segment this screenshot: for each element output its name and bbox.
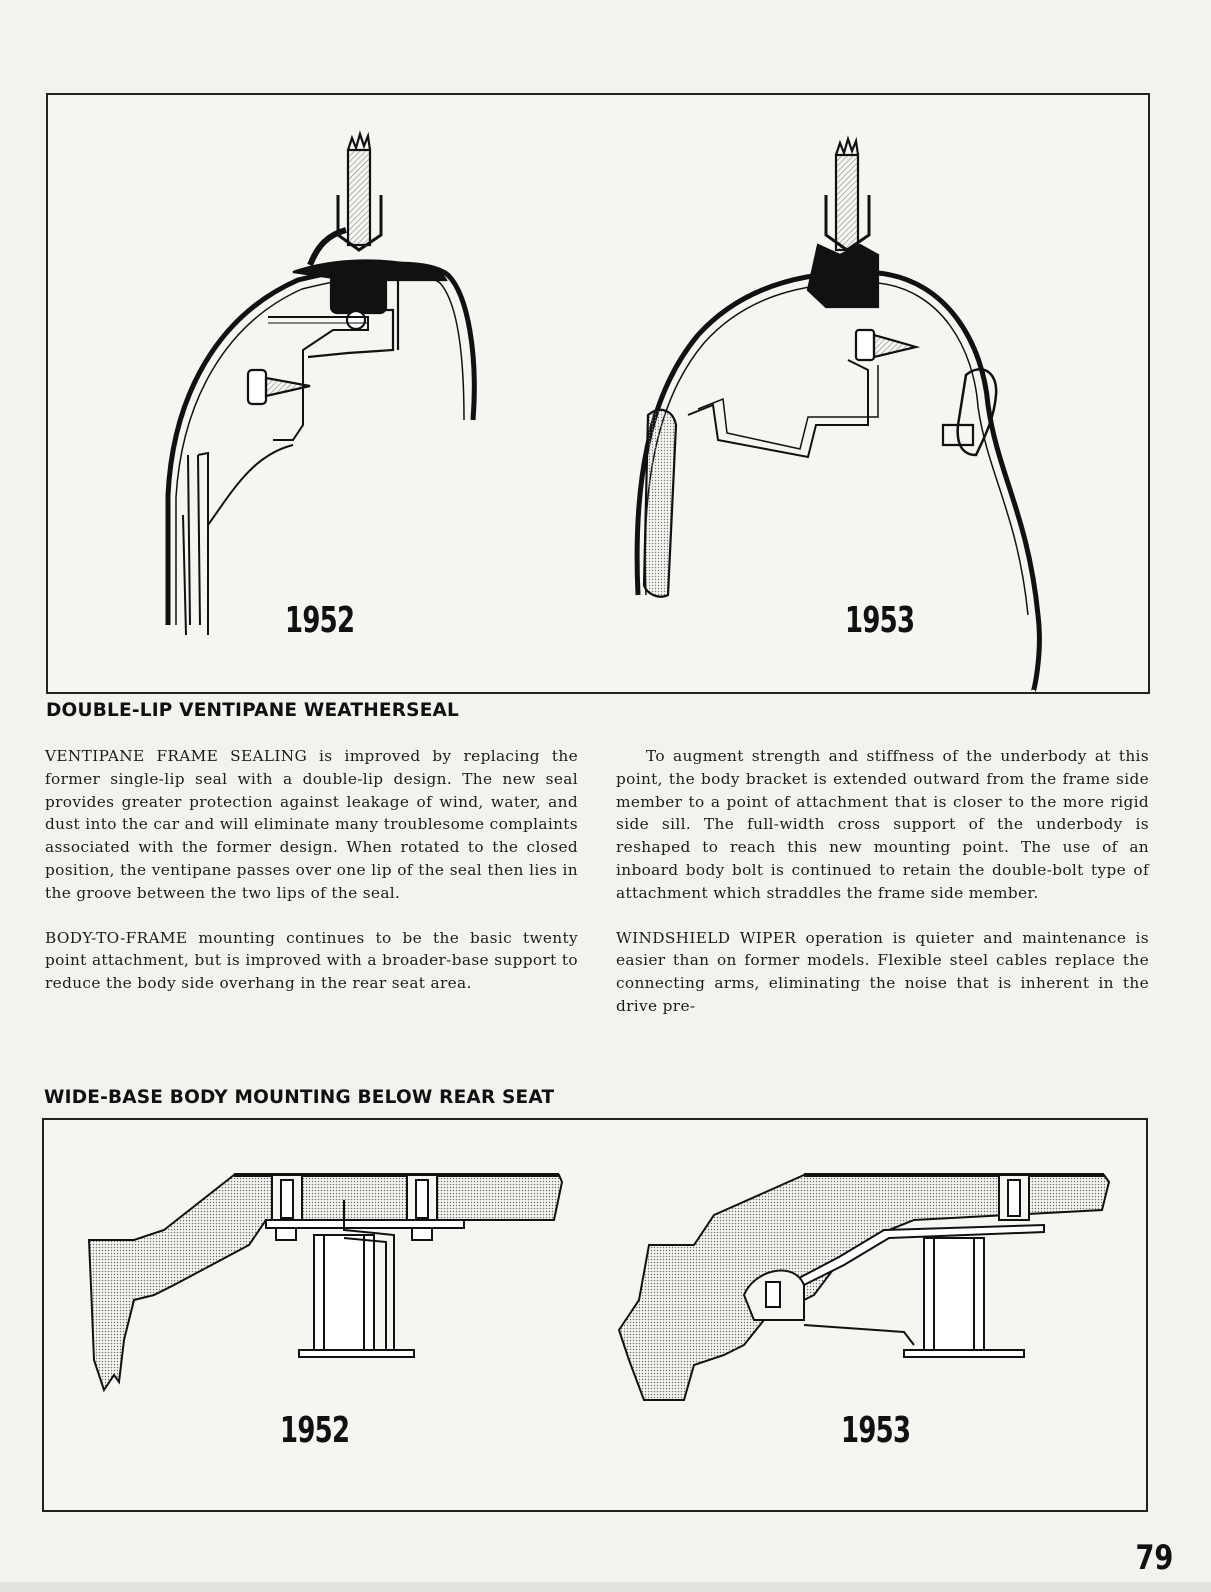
body-mounting-figure [42,1118,1148,1512]
page-number: 79 [1135,1538,1173,1578]
figure-top-1952-label: 1952 [285,600,355,641]
text-column-right [616,745,1149,1040]
paragraph-ventipane-frame-sealing: VENTIPANE FRAME SEALING is improved by replacing the former single-lip seal with a double-lip design. The new seal provides greater protection against leakage of wind, water, and dust into the car and will eliminate many troublesome complaints associated with the former design. When rotated to the closed position, the ventipane passes over one lip of the seal then lies in the groove between the two lips of the seal. [45,747,578,902]
paragraph-windshield-wiper: WINDSHIELD WIPER operation is quieter and maintenance is easier than on former models. Flexible steel cables replace the connecting arms, eliminating the noise that is inherent in the drive pre- [616,928,1149,1015]
heading-ventipane-weatherseal: DOUBLE-LIP VENTIPANE WEATHERSEAL [46,700,460,721]
ventipane-seal-figure [46,93,1150,694]
text-column-left [45,745,578,1017]
page-bottom-edge [0,1582,1211,1592]
figure-bottom-1952-label: 1952 [280,1410,350,1451]
ventipane-seal-illustration [48,95,1148,692]
figure-bottom-1953-label: 1953 [841,1410,911,1451]
mounting-1952-drawing [89,1175,562,1390]
figure-top-1953-label: 1953 [845,600,915,641]
body-mounting-illustration [44,1120,1146,1510]
paragraph-underbody-stiffness: To augment strength and stiffness of the underbody at this point, the body bracket is extended outward from the frame side member to a point of attachment that is closer to the more rigid side sill. The full-width cross support of the underbody is reshaped to reach this new mounting point. The use of an inboard body bolt is continued to retain the double-bolt type of attachment which straddles the frame side member. [616,747,1149,902]
paragraph-body-to-frame: BODY-TO-FRAME mounting continues to be the basic twenty point attachment, but is improved with a broader-base support to reduce the body side overhang in the rear seat area. [45,928,578,993]
heading-wide-base-body-mounting: WIDE-BASE BODY MOUNTING BELOW REAR SEAT [44,1087,555,1108]
seal-1952-drawing [168,134,474,635]
mounting-1953-drawing [619,1175,1109,1400]
seal-1953-drawing [637,139,1039,692]
